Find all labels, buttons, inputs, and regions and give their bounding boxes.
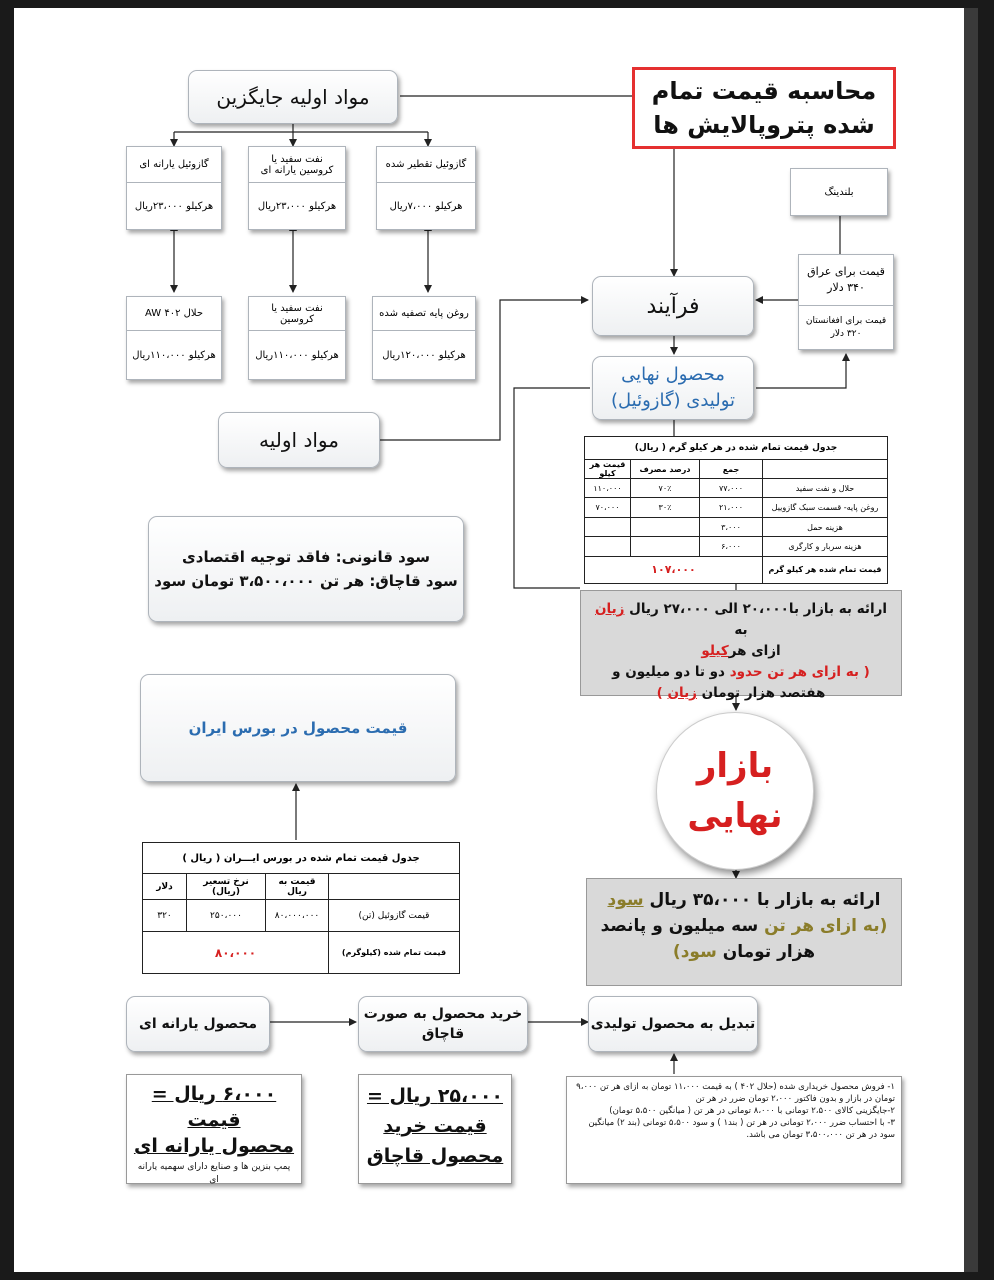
smuggle-price-line2: قیمت خرید — [383, 1115, 487, 1137]
bourse-table-header — [329, 874, 460, 900]
cost-table-cell — [631, 517, 700, 536]
alt-materials-box: مواد اولیه جایگزین — [188, 70, 398, 124]
subsidized-price-line2: محصول یارانه ای — [133, 1135, 295, 1157]
raw-item-base-oil: روغن پایه تصفیه شده هرکیلو ۱۲۰،۰۰۰ریال — [372, 296, 476, 380]
page-title: محاسبه قیمت تمام شده پتروپالایش ها — [632, 67, 896, 149]
bourse-table-total-value: ۸۰،۰۰۰ — [143, 932, 329, 974]
subsidized-price-note: پمپ بنزین ها و صنایع دارای سهمیه یارانه ای — [137, 1162, 291, 1185]
cost-table-cell — [631, 537, 700, 556]
subsidized-price-line1: ۶،۰۰۰ ریال = قیمت — [151, 1083, 277, 1131]
cost-table-total-label: قیمت تمام شده هر کیلو گرم — [763, 556, 888, 583]
raw-item-solvent: حلال ۴۰۲ AW هرکیلو ۱۱۰،۰۰۰ریال — [126, 296, 222, 380]
cost-table-header: جمع — [700, 460, 763, 479]
cost-table — [584, 436, 888, 584]
bourse-table-cell: ۸۰،۰۰۰،۰۰۰ — [266, 900, 329, 932]
bourse-table-header: دلار — [143, 874, 187, 900]
bourse-table-cell: ۳۲۰ — [143, 900, 187, 932]
smuggle-buy-box: خرید محصول به صورت قاچاق — [358, 996, 528, 1052]
notes-box — [566, 1076, 902, 1184]
bourse-table-header: قیمت به ریال — [266, 874, 329, 900]
smuggle-price-line1: ۲۵،۰۰۰ ریال = — [366, 1085, 504, 1107]
process-box: فرآیند — [592, 276, 754, 336]
bourse-table-title: جدول قیمت تمام شده در بورس ایـــران ( ریال ) — [143, 843, 460, 874]
cost-table-cell: ۳۰٪ — [631, 498, 700, 517]
blending-box: بلندینگ — [790, 168, 888, 216]
alt-item-subsidized-kerosene: نفت سفید یا کروسین یارانه ای هرکیلو ۲۳،۰۰۰ریال — [248, 146, 346, 230]
bourse-price-box: قیمت محصول در بورس ایران — [140, 674, 456, 782]
convert-product-box: تبدیل به محصول تولیدی — [588, 996, 758, 1052]
export-prices-box: قیمت برای عراق ۳۴۰ دلار قیمت برای افغانستان ۳۲۰ دلار — [798, 254, 894, 350]
cost-table-cell: ۶،۰۰۰ — [700, 537, 763, 556]
bourse-table-cell: قیمت گازوئیل (تن) — [329, 900, 460, 932]
raw-item-kerosene: نفت سفید یا کروسین هرکیلو ۱۱۰،۰۰۰ریال — [248, 296, 346, 380]
bourse-table — [142, 842, 460, 974]
cost-table-cell: ۷۷،۰۰۰ — [700, 479, 763, 498]
subsidized-price-box — [126, 1074, 302, 1184]
bourse-table-cell: ۲۵۰،۰۰۰ — [187, 900, 266, 932]
cost-table-cell: ۲۱،۰۰۰ — [700, 498, 763, 517]
bourse-table-header: نرخ تسعیر (ریال) — [187, 874, 266, 900]
cost-table-cell — [585, 517, 631, 536]
final-product-box: محصول نهایی تولیدی (گازوئیل) — [592, 356, 754, 420]
market-profit-box: ارائه به بازار با ۳۵،۰۰۰ ریال سود (به ازای هر تن سه میلیون و پانصد هزار تومان سود) — [586, 878, 902, 986]
cost-table-cell: هزینه حمل — [763, 517, 888, 536]
cost-table-header: قیمت هر کیلو — [585, 460, 631, 479]
bourse-table-total-label: قیمت تمام شده (کیلوگرم) — [329, 932, 460, 974]
smuggle-price-box — [358, 1074, 512, 1184]
cost-table-cell: حلال و نفت سفید — [763, 479, 888, 498]
smuggle-price-line3: محصول قاچاق — [366, 1145, 504, 1167]
legal-profit-box: سود قانونی: فاقد توجیه اقتصادی سود قاچاق: هر تن ۳،۵۰۰،۰۰۰ تومان سود — [148, 516, 464, 622]
market-loss-box: ارائه به بازار با۲۰،۰۰۰ الی ۲۷،۰۰۰ ریال زیان به ازای هرکیلو ( به ازای هر تن حدود دو تا دو میلیون و هفتصد هزار تومان زیان ) — [580, 590, 902, 696]
cost-table-cell: ۱۱۰،۰۰۰ — [585, 479, 631, 498]
cost-table-cell: ۳،۰۰۰ — [700, 517, 763, 536]
note-item: ۲-جایگزینی کالای ۲،۵۰۰ تومانی با ۸،۰۰۰ تومانی در هر تن ( میانگین ۵،۵۰۰ تومان) — [609, 1106, 895, 1116]
subsidized-product-box: محصول یارانه ای — [126, 996, 270, 1052]
cost-table-header — [763, 460, 888, 479]
alt-item-distilled-gasoil: گازوئیل تقطیر شده هرکیلو ۷،۰۰۰ریال — [376, 146, 476, 230]
cost-table-total-value: ۱۰۷،۰۰۰ — [585, 556, 763, 583]
cost-table-cell: روغن پایه- قسمت سبک گازوییل — [763, 498, 888, 517]
cost-table-cell: ۷۰٪ — [631, 479, 700, 498]
cost-table-cell — [585, 537, 631, 556]
cost-table-title: جدول قیمت تمام شده در هر کیلو گرم ( ریال) — [585, 437, 888, 460]
raw-materials-box: مواد اولیه — [218, 412, 380, 468]
cost-table-cell: هزینه سربار و کارگری — [763, 537, 888, 556]
note-item: ۳- با احتساب ضرر ۲،۰۰۰ تومانی در هر تن ( بند۱ ) و سود ۵،۵۰۰ تومانی (بند ۲) میانگین سود در هر تن ۳،۵۰۰،۰۰۰ تومان می باشد. — [588, 1118, 895, 1140]
cost-table-cell: ۷۰،۰۰۰ — [585, 498, 631, 517]
final-market-circle: بازار نهایی — [656, 712, 814, 870]
cost-table-header: درصد مصرف — [631, 460, 700, 479]
note-item: ۱- فروش محصول خریداری شده (حلال ۴۰۲ ) به قیمت ۱۱،۰۰۰ تومان به ازای هر تن ۹،۰۰۰ تومان در بازار و بدون فاکتور ۲،۰۰۰ تومان ضرر در هر تن — [576, 1082, 895, 1104]
alt-item-subsidized-gasoil: گازوئیل یارانه ای هرکیلو ۲۳،۰۰۰ریال — [126, 146, 222, 230]
